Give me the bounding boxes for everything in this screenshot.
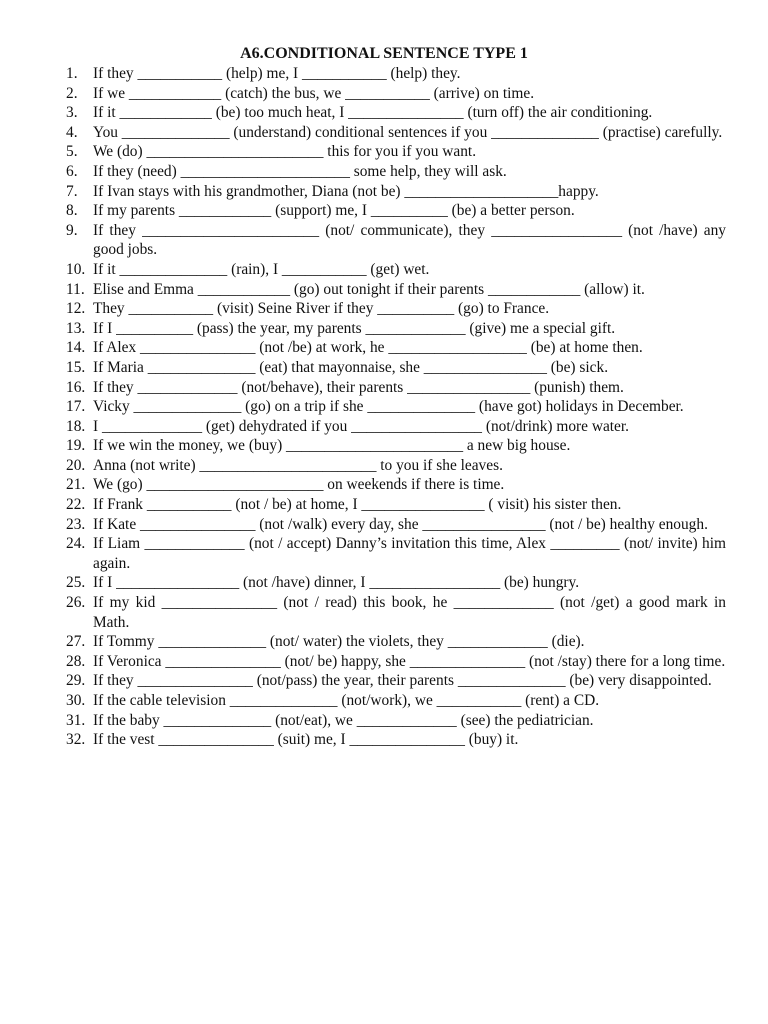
exercise-sentence: If Alex _______________ (not /be) at work, he __________________ (be) at home then. [93, 339, 643, 357]
exercise-sentence: If the baby ______________ (not/eat), we _____________ (see) the pediatrician. [93, 711, 594, 729]
exercise-item [66, 201, 726, 221]
exercise-number: 1. [66, 65, 78, 82]
exercise-number: 9. [66, 221, 78, 239]
exercise-number: 26. [66, 594, 86, 612]
exercise-item [66, 534, 726, 573]
exercise-number: 21. [66, 476, 86, 494]
exercise-item [66, 162, 726, 182]
exercise-number: 10. [66, 260, 86, 278]
exercise-item [66, 691, 726, 711]
exercise-number: 17. [66, 398, 86, 416]
exercise-sentence: If we win the money, we (buy) _______________________ a new big house. [93, 437, 571, 455]
exercise-number: 16. [66, 378, 86, 396]
exercise-sentence: If Veronica _______________ (not/ be) happy, she _______________ (not /stay) there for a long time. [93, 652, 726, 670]
exercise-item [66, 652, 726, 672]
exercise-number: 3. [66, 104, 78, 122]
exercise-sentence: You ______________ (understand) conditional sentences if you ______________ (practise) carefully. [93, 123, 723, 141]
exercise-sentence: If the vest _______________ (suit) me, I _______________ (buy) it. [93, 731, 519, 749]
exercise-number: 2. [66, 84, 78, 102]
exercise-item [66, 260, 726, 280]
exercise-sentence: If Kate _______________ (not /walk) every day, she ________________ (not / be) healthy enough. [93, 515, 708, 533]
exercise-number: 32. [66, 731, 86, 749]
exercise-sentence: If the cable television ______________ (not/work), we ___________ (rent) a CD. [93, 692, 600, 709]
exercise-number: 12. [66, 300, 86, 318]
exercise-sentence: If we ____________ (catch) the bus, we ___________ (arrive) on time. [93, 84, 535, 102]
exercise-number: 23. [66, 515, 86, 533]
exercise-number: 28. [66, 652, 86, 670]
exercise-item [66, 123, 726, 143]
exercise-sentence: If it ______________ (rain), I ___________ (get) wet. [93, 260, 430, 278]
exercise-number: 24. [66, 535, 86, 553]
exercise-item [66, 671, 726, 691]
worksheet-title: A6.CONDITIONAL SENTENCE TYPE 1 [240, 45, 528, 62]
exercise-item [66, 397, 726, 417]
exercise-sentence: If they ___________ (help) me, I ___________ (help) they. [93, 65, 461, 82]
exercise-sentence: If they _______________ (not/pass) the year, their parents ______________ (be) very disappointed. [93, 672, 712, 690]
exercise-item [66, 475, 726, 495]
exercise-item [66, 84, 726, 104]
exercise-item [66, 573, 726, 593]
exercise-number: 15. [66, 358, 86, 376]
exercise-number: 4. [66, 123, 78, 141]
exercise-sentence: If Maria ______________ (eat) that mayonnaise, she ________________ (be) sick. [93, 358, 609, 376]
exercise-number: 14. [66, 339, 86, 357]
exercise-number: 7. [66, 182, 78, 200]
exercise-sentence: We (do) _______________________ this for you if you want. [93, 143, 477, 161]
exercise-number: 29. [66, 672, 86, 690]
exercise-item [66, 495, 726, 515]
exercise-item [66, 182, 726, 202]
exercise-item [66, 593, 726, 632]
exercise-sentence: If my kid _______________ (not / read) this book, he _____________ (not /get) a good mark in Math. [93, 594, 726, 631]
exercise-item [66, 280, 726, 300]
exercise-number: 6. [66, 162, 78, 180]
exercise-sentence: We (go) _______________________ on weekends if there is time. [93, 476, 505, 494]
exercise-sentence: I _____________ (get) dehydrated if you _________________ (not/drink) more water. [93, 417, 630, 435]
exercise-sentence: If my parents ____________ (support) me, I __________ (be) a better person. [93, 202, 575, 220]
exercise-item [66, 730, 726, 750]
exercise-number: 8. [66, 202, 78, 220]
exercise-sentence: If it ____________ (be) too much heat, I _______________ (turn off) the air conditioning. [93, 104, 653, 122]
exercise-number: 27. [66, 633, 86, 651]
exercise-item [66, 64, 726, 84]
exercise-sentence: If they (need) ______________________ some help, they will ask. [93, 162, 507, 180]
exercise-item [66, 103, 726, 123]
exercise-sentence: If they _______________________ (not/ communicate), they _________________ (not /have) any good jobs. [93, 221, 726, 259]
exercise-item [66, 632, 726, 652]
exercise-number: 19. [66, 437, 86, 455]
exercise-item [66, 456, 726, 476]
exercise-item [66, 358, 726, 378]
exercise-item [66, 711, 726, 731]
exercise-sentence: If Liam _____________ (not / accept) Danny’s invitation this time, Alex _________ (not/ invite) him again. [93, 535, 726, 572]
exercise-item [66, 319, 726, 339]
exercise-number: 20. [66, 456, 86, 474]
exercise-sentence: If Tommy ______________ (not/ water) the violets, they _____________ (die). [93, 633, 585, 651]
exercise-number: 18. [66, 417, 86, 435]
exercise-item [66, 338, 726, 358]
exercise-sentence: Elise and Emma ____________ (go) out tonight if their parents ____________ (allow) it. [93, 280, 645, 298]
exercise-item [66, 436, 726, 456]
exercise-item [66, 515, 726, 535]
exercise-number: 13. [66, 319, 86, 337]
exercise-number: 11. [66, 280, 85, 298]
exercise-item [66, 417, 726, 437]
exercise-sentence: If they _____________ (not/behave), their parents ________________ (punish) them. [93, 378, 624, 396]
exercise-sentence: If I __________ (pass) the year, my parents _____________ (give) me a special gift. [93, 319, 616, 337]
exercise-sentence: They ___________ (visit) Seine River if they __________ (go) to France. [93, 300, 550, 318]
exercise-sentence: If Ivan stays with his grandmother, Diana (not be) ____________________happy. [93, 182, 599, 200]
exercise-item [66, 378, 726, 398]
exercise-item [66, 299, 726, 319]
exercise-item [66, 142, 726, 162]
exercise-number: 25. [66, 574, 86, 592]
exercise-number: 5. [66, 143, 78, 161]
exercise-sentence: If I ________________ (not /have) dinner, I _________________ (be) hungry. [93, 574, 580, 592]
exercise-number: 22. [66, 496, 86, 514]
exercise-sentence: Vicky ______________ (go) on a trip if she ______________ (have got) holidays in December. [93, 398, 684, 416]
exercise-sentence: Anna (not write) _______________________ to you if she leaves. [93, 456, 503, 474]
exercise-number: 31. [66, 711, 86, 729]
exercise-item [66, 221, 726, 260]
exercise-number: 30. [66, 692, 86, 709]
exercise-list [66, 64, 726, 750]
exercise-sentence: If Frank ___________ (not / be) at home, I ________________ ( visit) his sister then. [93, 496, 622, 514]
